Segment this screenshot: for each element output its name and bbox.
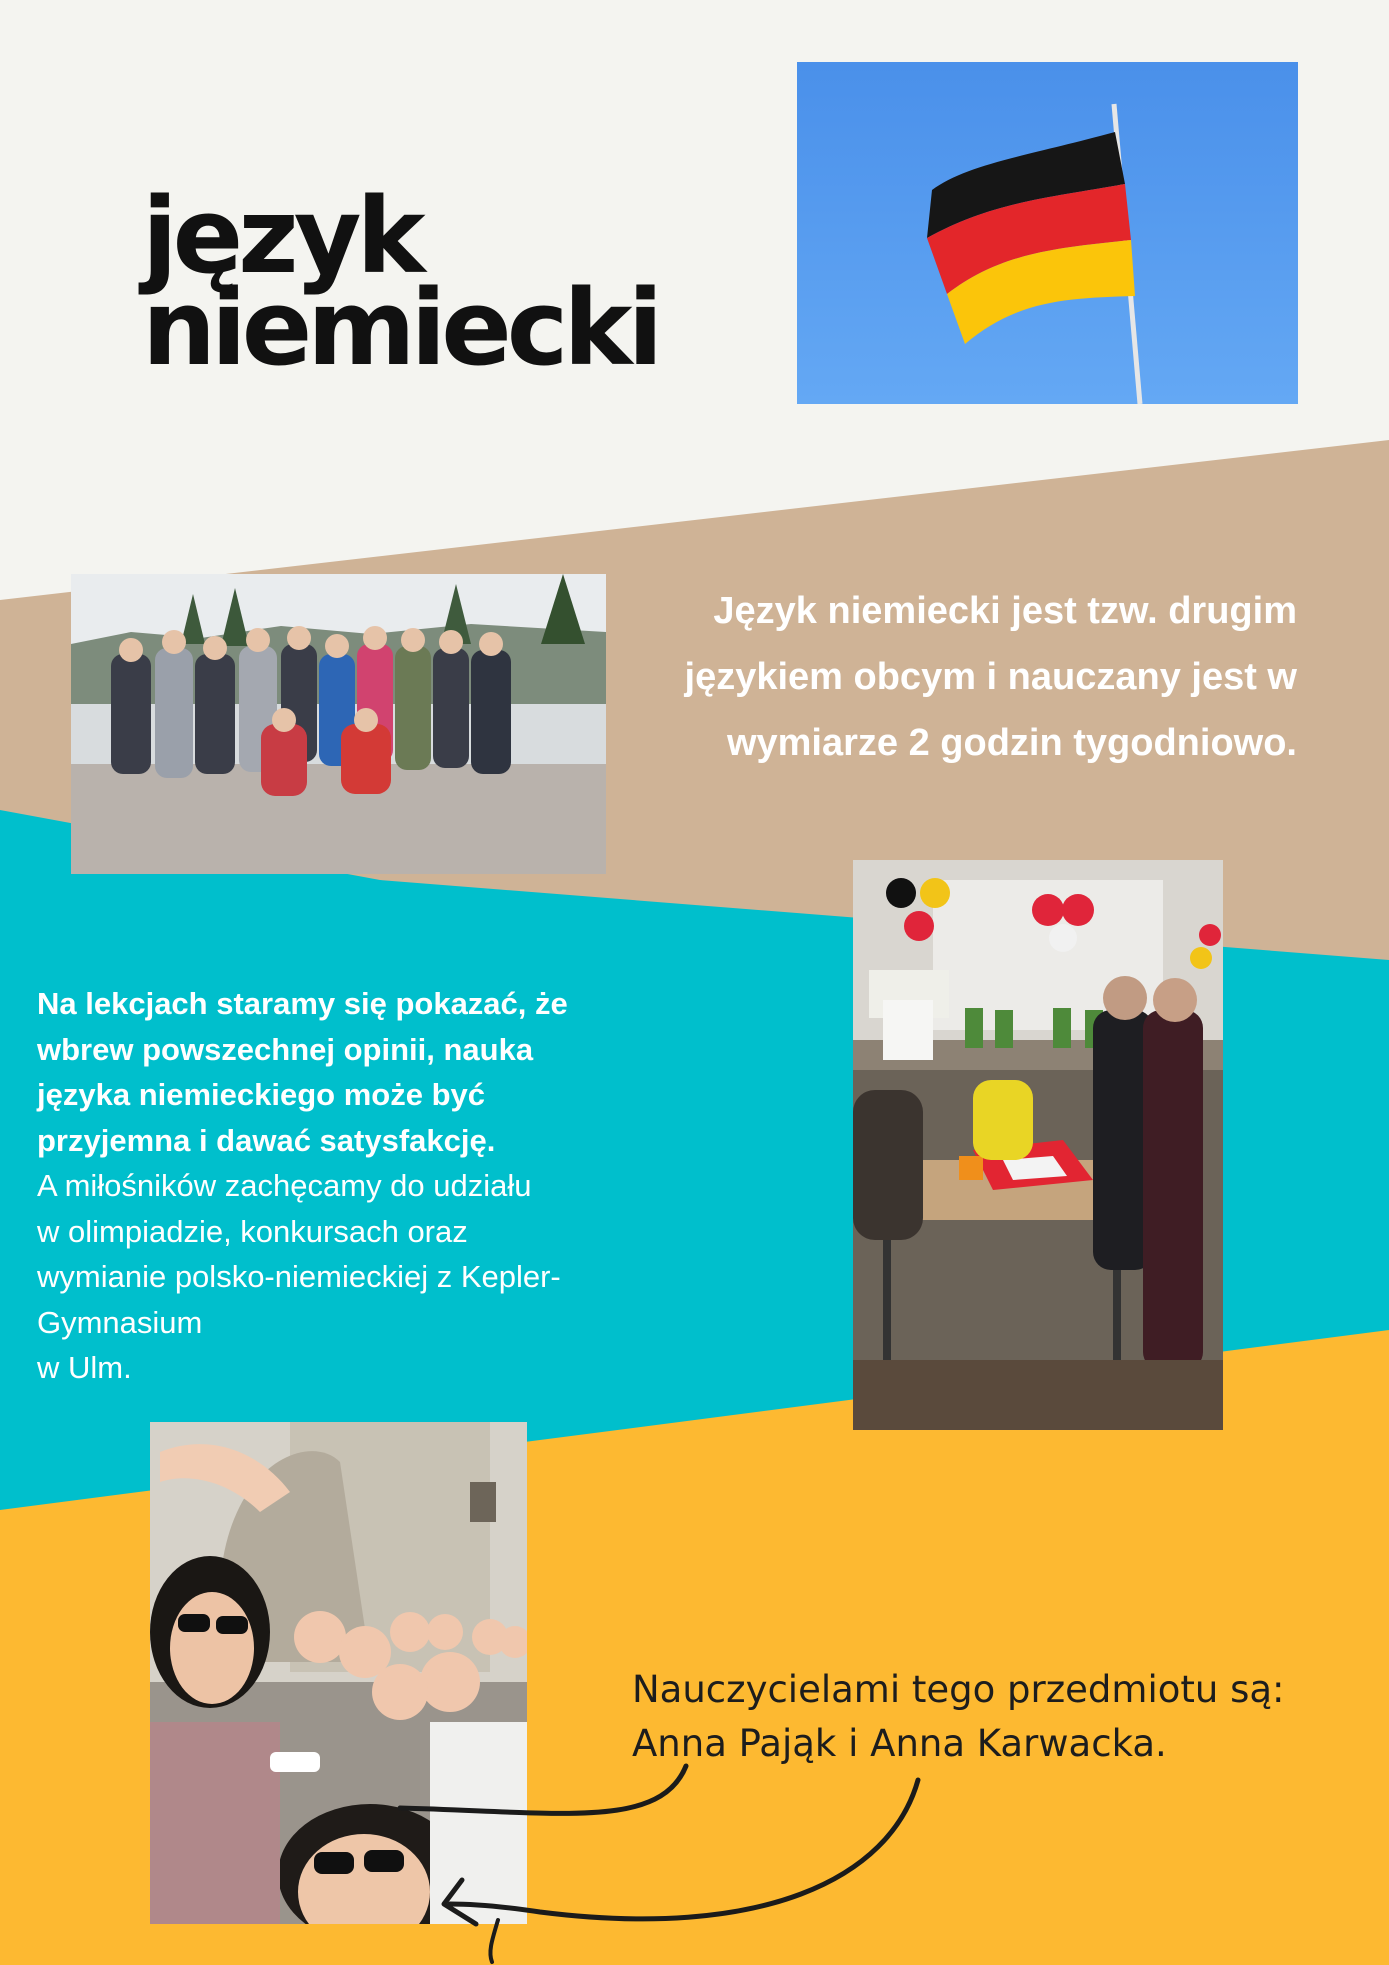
lessons-line-1: A miłośników zachęcamy do udziału (37, 1168, 532, 1203)
classroom-activity-photo (853, 860, 1223, 1430)
teachers-text-block (632, 1663, 1352, 1771)
page-title (142, 175, 659, 389)
lessons-text-block (37, 981, 617, 1391)
german-flag-photo (797, 62, 1298, 404)
intro-text: Język niemiecki jest tzw. drugim językiem obcym i nauczany jest w wymiarze 2 godzin tygodniowo. (684, 590, 1297, 764)
lessons-line-4: w Ulm. (37, 1350, 132, 1385)
student-selfie-photo (150, 1422, 527, 1924)
teachers-line-1: Nauczycielami tego przedmiotu są: (632, 1668, 1285, 1711)
title-line-1: język (142, 175, 421, 297)
student-group-photo (71, 574, 606, 874)
lessons-line-3: wymianie polsko-niemieckiej z Kepler-Gymnasium (37, 1259, 561, 1340)
lessons-line-2: w olimpiadzie, konkursach oraz (37, 1213, 468, 1249)
lessons-bold-text: Na lekcjach staramy się pokazać, że wbrew powszechnej opinii, nauka języka niemieckiego może być przyjemna i dawać satysfakcję. (37, 986, 568, 1158)
teachers-line-2: Anna Pająk i Anna Karwacka. (632, 1722, 1167, 1765)
title-line-2: niemiecki (142, 267, 659, 389)
